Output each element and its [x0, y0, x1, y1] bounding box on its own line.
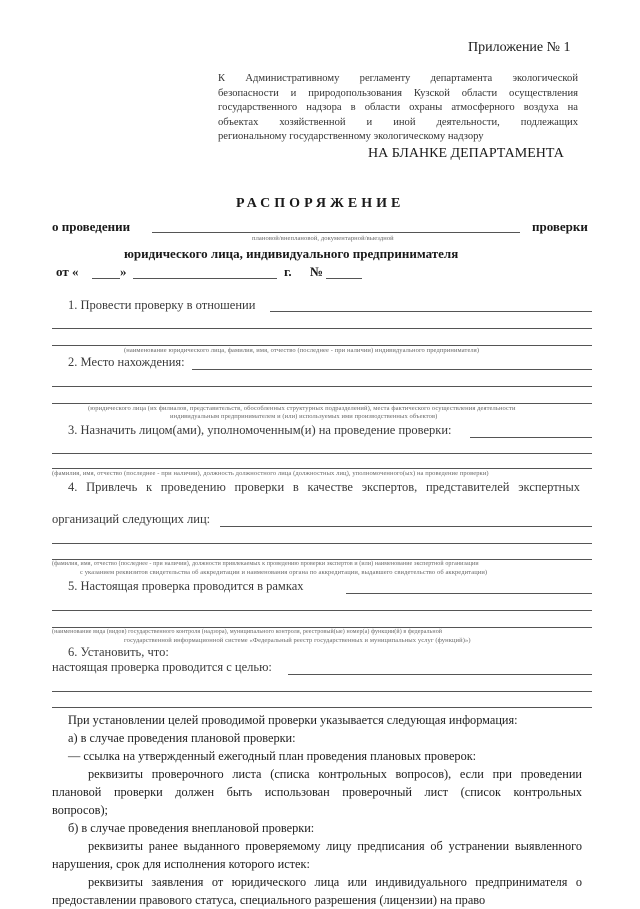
- instructions-intro: При установлении целей проводимой проверки указывается следующая информация:: [68, 713, 518, 727]
- purpose-instructions: [52, 711, 582, 909]
- item-4-label: 4. Привлечь к проведению проверки в качестве экспертов, представителей экспертных: [68, 480, 580, 494]
- regulation-reference: [218, 72, 578, 145]
- item-4-field[interactable]: [52, 559, 592, 560]
- purpose-field[interactable]: [52, 691, 592, 692]
- item-1-field[interactable]: [270, 311, 592, 312]
- instructions-prescription: нарушения, срок для исполнения которого истек:: [52, 857, 310, 871]
- item-5-field[interactable]: [52, 610, 592, 611]
- heading-prefix: о проведении: [52, 219, 131, 234]
- instructions-planned: а) в случае проведения плановой проверки:: [68, 731, 296, 745]
- item-4-field[interactable]: [52, 543, 592, 544]
- item-4-label-cont: организаций следующих лиц:: [52, 512, 211, 526]
- item-3-field[interactable]: [52, 453, 592, 454]
- reference-line: государственного надзора в области охраны атмосферного воздуха на: [218, 102, 578, 114]
- order-number-field[interactable]: [326, 278, 362, 279]
- item-1-label: 1. Провести проверку в отношении: [68, 298, 256, 312]
- instructions-unplanned: б) в случае проведения внеплановой проверки:: [68, 821, 315, 835]
- date-close-label: »: [120, 264, 127, 279]
- item-6-purpose-label: настоящая проверка проводится с целью:: [52, 660, 272, 674]
- document-title: РАСПОРЯЖЕНИЕ: [236, 196, 405, 211]
- date-month-field[interactable]: [133, 278, 277, 279]
- item-5-hint: (наименование вида (видов) государственного контроля (надзора), муниципального контроля, реестровый(ые) номер(а) функции(й) в федеральной: [52, 629, 443, 635]
- instructions-checklist: плановой проверки должен быть использован проверочный лист (список контрольных: [52, 785, 582, 799]
- item-2-hint: индивидуальным предпринимателем и (или) используемых ими производственных объектов): [170, 413, 438, 420]
- item-2-field[interactable]: [52, 386, 592, 387]
- date-day-field[interactable]: [92, 278, 120, 279]
- inspection-type-field[interactable]: [152, 232, 520, 233]
- year-label: г.: [284, 264, 292, 279]
- item-2-field[interactable]: [52, 403, 592, 404]
- instructions-checklist: вопросов);: [52, 803, 108, 817]
- item-5-field[interactable]: [52, 627, 592, 628]
- item-4-field[interactable]: [220, 526, 592, 527]
- instructions-plan-reference: — ссылка на утвержденный ежегодный план проведения плановых проверок:: [68, 749, 477, 763]
- purpose-field[interactable]: [52, 707, 592, 708]
- letterhead-note: НА БЛАНКЕ ДЕПАРТАМЕНТА: [368, 146, 564, 161]
- instructions-checklist: реквизиты проверочного листа (списка контрольных вопросов), если при проведении: [88, 767, 582, 781]
- item-6-label: 6. Установить, что:: [68, 645, 169, 659]
- item-4-hint: с указанием реквизитов свидетельства об аккредитации и наименования органа по аккредитации, выдавшего свидетельство об аккредитации): [80, 569, 488, 576]
- item-2-hint: (юридического лица (их филиалов, представительств, обособленных структурных подразделений), места фактического осуществления деятельности: [88, 405, 516, 412]
- reference-line: региональному государственному экологическому надзору: [218, 131, 484, 143]
- item-4-hint: (фамилия, имя, отчество (последнее - при наличии), должности привлекаемых к проведению проверки экспертов и (или) наименование экспертной организации: [52, 561, 479, 567]
- instructions-prescription: реквизиты ранее выданного проверяемому лицу предписания об устранении выявленного: [88, 839, 582, 853]
- item-3-label: 3. Назначить лицом(ами), уполномоченным(и) на проведение проверки:: [68, 423, 452, 437]
- reference-line: безопасности и природопользования Кузской области осуществления: [218, 87, 578, 99]
- item-5-field[interactable]: [346, 593, 592, 594]
- inspection-type-hint: плановой/внеплановой, документарной/выездной: [252, 235, 394, 242]
- item-5-hint: государственной информационной системе «Федеральный реестр государственных и муниципальных услуг (функций)»): [124, 637, 471, 644]
- appendix-label: Приложение № 1: [468, 40, 571, 55]
- item-3-field[interactable]: [52, 468, 592, 469]
- instructions-application: предоставлении правового статуса, специального разрешения (лицензии) на право: [52, 893, 486, 907]
- purpose-field[interactable]: [288, 674, 592, 675]
- reference-line: К Административному регламенту департамента экологической: [218, 73, 578, 84]
- item-3-hint: (фамилия, имя, отчество (последнее - при наличии), должность должностного лица (должностных лиц), уполномоченного(ых) на проведение проверки): [52, 470, 489, 477]
- item-1-hint: (наименование юридического лица, фамилия, имя, отчество (последнее - при наличии) индивидуального предпринимателя): [124, 347, 480, 354]
- item-5-label: 5. Настоящая проверка проводится в рамках: [68, 579, 304, 593]
- item-2-label: 2. Место нахождения:: [68, 355, 185, 369]
- date-open-label: от «: [56, 264, 79, 279]
- item-1-field[interactable]: [52, 328, 592, 329]
- item-1-field[interactable]: [52, 345, 592, 346]
- heading-suffix: проверки: [532, 219, 588, 234]
- number-sign: №: [310, 264, 324, 279]
- item-2-field[interactable]: [192, 369, 592, 370]
- item-3-field[interactable]: [470, 437, 592, 438]
- heading-subject: юридического лица, индивидуального предпринимателя: [124, 246, 459, 261]
- instructions-application: реквизиты заявления от юридического лица или индивидуального предпринимателя о: [88, 875, 582, 889]
- reference-line: объектах хозяйственной и иной деятельности, подлежащих: [218, 116, 578, 128]
